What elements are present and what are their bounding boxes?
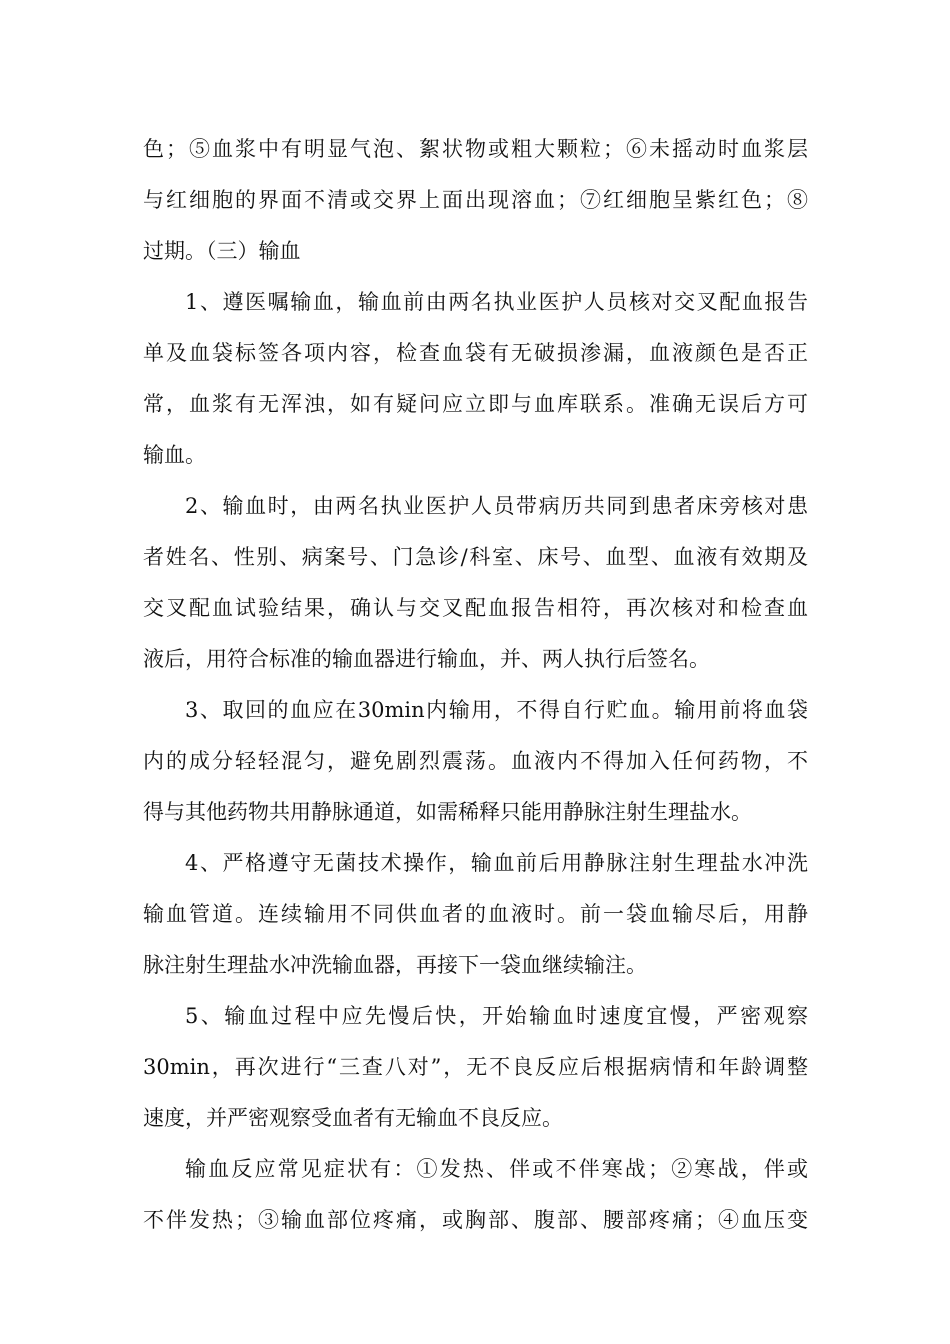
text-line-4: 1、遵医嘱输血，输血前由两名执业医护人员核对交叉配血报告 xyxy=(185,290,808,314)
text-line-20: 速度，并严密观察受血者有无输血不良反应。 xyxy=(143,1106,563,1130)
text-line-21: 输血反应常见症状有：①发热、伴或不伴寒战；②寒战，伴或 xyxy=(185,1157,808,1181)
text-line-12: 3、取回的血应在30min内输用，不得自行贮血。输用前将血袋 xyxy=(185,698,808,722)
text-line-18: 5、输血过程中应先慢后快，开始输血时速度宜慢，严密观察 xyxy=(185,1004,808,1028)
text-line-10: 交叉配血试验结果，确认与交叉配血报告相符，再次核对和检查血 xyxy=(143,596,808,620)
text-line-6: 常，血浆有无浑浊，如有疑问应立即与血库联系。准确无误后方可 xyxy=(143,392,808,416)
text-line-2: 与红细胞的界面不清或交界上面出现溶血；⑦红细胞呈紫红色；⑧ xyxy=(143,188,808,212)
text-line-17: 脉注射生理盐水冲洗输血器，再接下一袋血继续输注。 xyxy=(143,953,647,977)
text-line-9: 者姓名、性别、病案号、门急诊/科室、床号、血型、血液有效期及 xyxy=(143,545,808,569)
text-line-8: 2、输血时，由两名执业医护人员带病历共同到患者床旁核对患 xyxy=(185,494,808,518)
text-line-14: 得与其他药物共用静脉通道，如需稀释只能用静脉注射生理盐水。 xyxy=(143,800,752,824)
text-line-3: 过期。（三）输血 xyxy=(143,239,301,263)
text-line-1: 色；⑤血浆中有明显气泡、絮状物或粗大颗粒；⑥未摇动时血浆层 xyxy=(143,137,808,161)
text-line-11: 液后，用符合标准的输血器进行输血，并、两人执行后签名。 xyxy=(143,647,710,671)
text-line-13: 内的成分轻轻混匀，避免剧烈震荡。血液内不得加入任何药物，不 xyxy=(143,749,808,773)
text-line-22: 不伴发热；③输血部位疼痛，或胸部、腹部、腰部疼痛；④血压变 xyxy=(143,1208,808,1232)
text-line-5: 单及血袋标签各项内容，检查血袋有无破损渗漏，血液颜色是否正 xyxy=(143,341,808,365)
text-line-16: 输血管道。连续输用不同供血者的血液时。前一袋血输尽后，用静 xyxy=(143,902,808,926)
text-line-15: 4、严格遵守无菌技术操作，输血前后用静脉注射生理盐水冲洗 xyxy=(185,851,808,875)
text-line-7: 输血。 xyxy=(143,443,206,467)
text-line-19: 30min，再次进行“三查八对”，无不良反应后根据病情和年龄调整 xyxy=(143,1055,808,1079)
